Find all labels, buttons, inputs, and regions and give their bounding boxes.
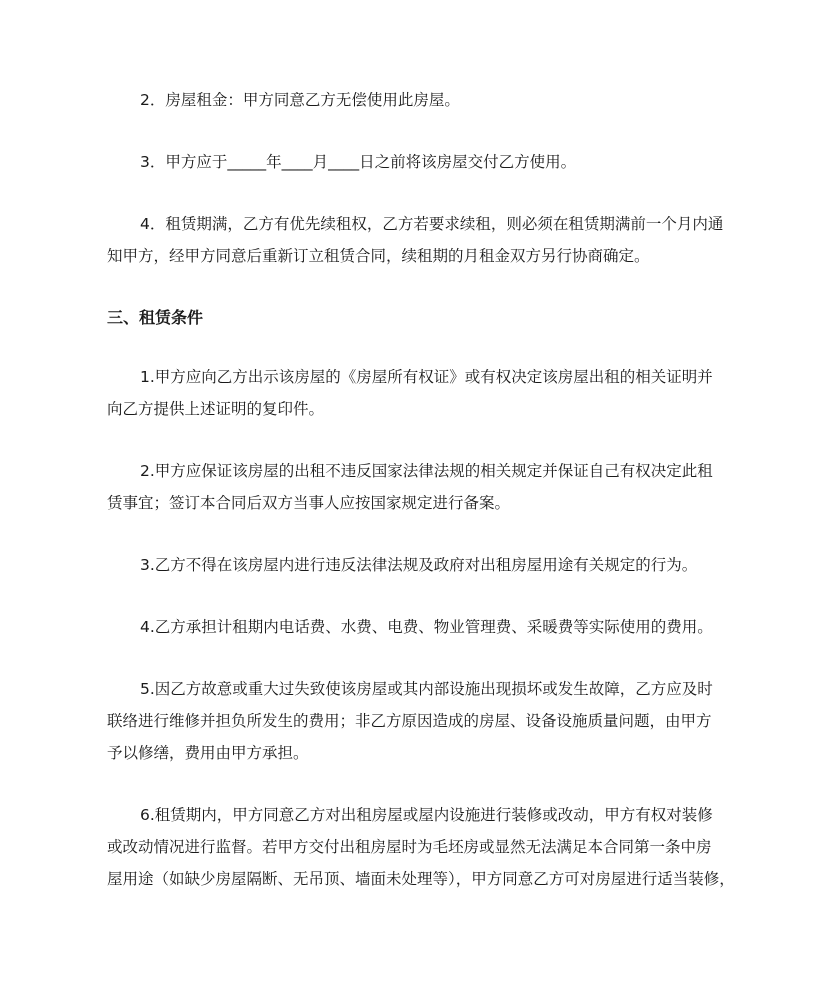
section-3-heading: 三、租赁条件 [107,308,204,327]
clause-line: 6.租赁期内，甲方同意乙方对出租房屋或屋内设施进行装修或改动，甲方有权对装修 [140,806,713,824]
clause-line: 赁事宜；签订本合同后双方当事人应按国家规定进行备案。 [107,494,511,512]
clause-paragraph [107,799,735,895]
clause-line: 1.甲方应向乙方出示该房屋的《房屋所有权证》或有权决定该房屋出租的相关证明并 [140,368,713,386]
clause-line: 予以修缮，费用由甲方承担。 [107,744,309,762]
clause-line: 5.因乙方故意或重大过失致使该房屋或其内部设施出现损坏或发生故障，乙方应及时 [140,680,713,698]
clause-line: 向乙方提供上述证明的复印件。 [107,400,325,418]
clause-line: 2．房屋租金：甲方同意乙方无偿使用此房屋。 [140,91,460,109]
clause-paragraph [107,549,727,581]
clause-line: 屋用途（如缺少房屋隔断、无吊顶、墙面未处理等），甲方同意乙方可对房屋进行适当装修， [107,870,735,888]
clause-line: 3.乙方不得在该房屋内进行违反法律法规及政府对出租房屋用途有关规定的行为。 [140,556,698,574]
clause-paragraph [107,673,727,769]
clause-line: 4.乙方承担计租期内电话费、水费、电费、物业管理费、采暖费等实际使用的费用。 [140,618,713,636]
clause-paragraph [107,361,727,425]
clause-line: 或改动情况进行监督。若甲方交付出租房屋时为毛坯房或显然无法满足本合同第一条中房 [107,838,712,856]
section-3-items [107,361,735,895]
clause-paragraph [107,208,727,272]
clause-line: 知甲方，经甲方同意后重新订立租赁合同，续租期的月租金双方另行协商确定。 [107,247,650,265]
document-page [107,84,735,925]
section-2-items [107,84,727,272]
clause-line: 联络进行维修并担负所发生的费用；非乙方原因造成的房屋、设备设施质量问题，由甲方 [107,712,712,730]
clause-line: 3．甲方应于_____年____月____日之前将该房屋交付乙方使用。 [140,153,577,171]
clause-line: 2.甲方应保证该房屋的出租不违反国家法律法规的相关规定并保证自己有权决定此租 [140,462,713,480]
clause-paragraph [107,455,727,519]
clause-line: 4．租赁期满，乙方有优先续租权，乙方若要求续租，则必须在租赁期满前一个月内通 [140,215,724,233]
clause-paragraph [107,84,727,116]
clause-paragraph [107,146,727,178]
clause-paragraph [107,611,727,643]
